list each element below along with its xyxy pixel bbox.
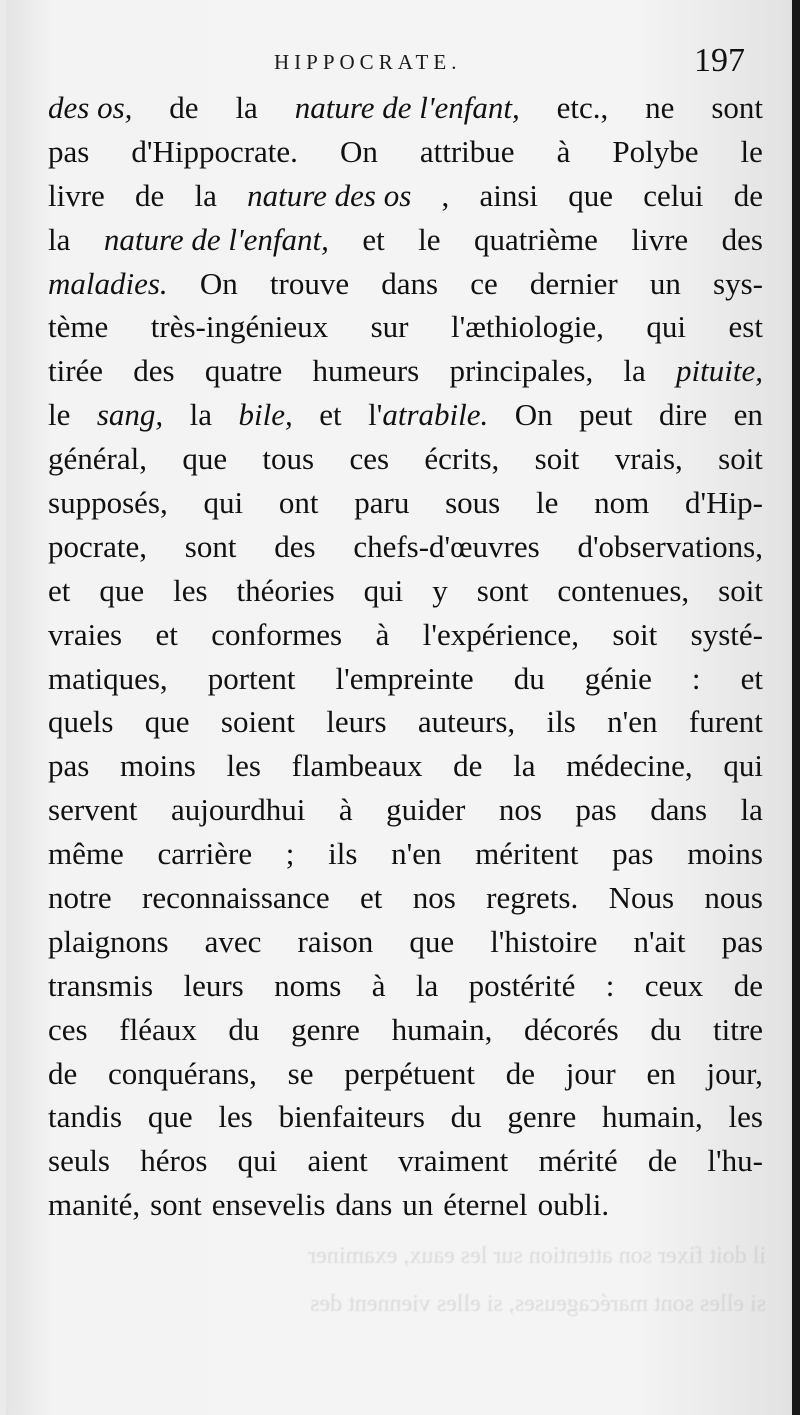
word: chefs-d'œuvres [353,528,540,564]
word: On [514,397,553,433]
word: ensevelis [211,1187,326,1223]
word: la [189,397,213,433]
word: n'en [391,836,442,872]
word: que [147,1099,193,1135]
word: soit [718,441,763,477]
word: que [182,441,228,477]
word: que [144,704,190,740]
word: portent [207,660,296,696]
word: soit [718,572,763,608]
word: pas [48,748,90,784]
word: On [199,265,238,301]
word: conquérans, [108,1055,257,1091]
word: bile, [238,397,293,433]
text-line [48,305,763,349]
word: des os, [48,90,133,125]
word: pocrate, [48,528,147,564]
word: humain, [391,1011,493,1047]
word: du [228,1011,260,1047]
word: plaignons [48,923,169,959]
word: est [728,309,763,345]
word: de [733,177,763,213]
word: l'histoire [490,923,598,959]
word: qui [363,572,404,608]
word: auteurs, [417,704,516,740]
word: guider [386,792,466,828]
word: nos [498,792,542,828]
word: soit [534,441,580,477]
word: en [733,397,763,433]
word: postérité [468,967,576,1003]
word: pas [612,836,654,872]
word: humain, [602,1099,703,1135]
word: d'Hippocrate. [131,133,298,169]
word: raison [297,923,374,959]
word: dans [650,792,708,828]
word: éternel [443,1187,528,1223]
word: quatre [204,353,283,389]
word: le [48,397,71,433]
word: oubli. [537,1187,610,1223]
word: général, [48,441,147,477]
word: avec [204,923,262,959]
word: principales, [449,353,594,389]
word: l'empreinte [335,660,474,696]
running-title: HIPPOCRATE. [274,50,462,74]
page-edge-shadow [792,0,800,1415]
word: reconnaissance [142,880,330,916]
word: la [194,177,217,213]
word: Nous [608,880,675,916]
text-line [48,481,763,525]
word: de [48,1055,78,1091]
word: nature des os [247,177,412,213]
word: du [513,660,545,696]
word: ne [645,90,675,125]
word: contenues, [557,572,690,608]
word: sur [370,309,409,345]
word: leurs [183,967,244,1003]
word: paru [354,485,410,521]
word: tème [48,309,109,345]
word: aient [307,1143,368,1179]
word: sont [150,1187,202,1223]
word: regrets. [486,880,579,916]
word: systé- [690,616,763,652]
word: et [360,880,383,916]
word: très-ingénieux [150,309,329,345]
word: se [287,1055,314,1091]
word: et [362,221,385,257]
word: noms [274,967,342,1003]
word: moins [687,836,763,872]
word: , [441,177,450,213]
word: nos [412,880,456,916]
page-number: 197 [694,42,745,79]
text-line [48,920,763,964]
word: la [740,792,763,828]
word: écrits, [424,441,500,477]
word: ce [470,265,498,301]
word: jour, [706,1055,763,1091]
show-through-line: il doit fixer son attention sur les eaux, examiner [308,1243,766,1269]
word: la [48,221,71,257]
word: tirée [48,353,104,389]
word: Polybe [612,133,699,169]
word: héros [140,1143,208,1179]
word: ainsi [479,177,539,213]
word: perpétuent [344,1055,476,1091]
word: livre [48,177,105,213]
word: genre [507,1099,577,1135]
word: aujourdhui [171,792,306,828]
word: peut [579,397,633,433]
word: la [235,90,258,125]
text-line [48,1183,763,1227]
text-line [48,1139,763,1183]
text-line [48,876,763,920]
word: bienfaiteurs [278,1099,425,1135]
word: quels [48,704,114,740]
word: génie [584,660,652,696]
word: soient [220,704,295,740]
word: l'æthiologie, [451,309,604,345]
word: que [99,572,145,608]
word: furent [688,704,763,740]
word: les [173,572,208,608]
word: n'en [607,704,658,740]
word: ces [349,441,390,477]
word: et [48,572,71,608]
word: du [450,1099,482,1135]
word: seuls [48,1143,110,1179]
word: ; [285,836,295,872]
word: méritent [475,836,579,872]
word: de [505,1055,536,1091]
word: de [169,90,199,125]
word: sous [445,485,501,521]
word: trouve [269,265,350,301]
word: qui [237,1143,278,1179]
text-line [48,700,763,744]
text-line [48,1008,763,1052]
text-line [48,86,763,130]
word: la [623,353,646,389]
show-through-text [66,1232,766,1328]
word: les [226,748,261,784]
show-through-line: si elles sont marécageuses, si elles viennent des [310,1291,766,1317]
word: notre [48,880,112,916]
word: y [432,572,448,608]
word: dire [658,397,708,433]
word: pas [721,923,763,959]
word: la [415,967,439,1003]
word: carrière [157,836,253,872]
text-line [48,393,763,437]
body-text [48,86,763,1227]
word: maladies. [48,265,168,301]
word: sont [476,572,529,608]
word: théories [236,572,335,608]
word: même [48,836,124,872]
word: nous [704,880,763,916]
word: transmis [48,967,154,1003]
word: fléaux [119,1011,197,1047]
word: qui [723,748,763,784]
word: tous [262,441,315,477]
word: sys- [713,265,763,301]
word: le [740,133,763,169]
word: sang, [96,397,164,433]
word: les [218,1099,253,1135]
word: vraies [48,616,123,652]
word: qui [203,485,244,521]
word: que [568,177,614,213]
word: l'atrabile. [368,397,489,433]
text-line [48,1095,763,1139]
text-line [48,1052,763,1096]
word: ces [48,1011,88,1047]
word: ont [278,485,319,521]
word: d'Hip- [685,485,763,521]
word: conformes [211,616,343,652]
word: ils [546,704,576,740]
word: médecine, [566,748,693,784]
word: à [556,133,571,169]
word: dernier [529,265,618,301]
word: et [740,660,763,696]
word: : [691,660,701,696]
word: titre [713,1011,763,1047]
word: à [371,967,386,1003]
word: de [647,1143,678,1179]
word: des [274,528,316,564]
word: nom [594,485,650,521]
word: On [339,133,378,169]
word: supposés, [48,485,168,521]
word: les [728,1099,763,1135]
word: du [650,1011,682,1047]
text-line [48,657,763,701]
text-line [48,130,763,174]
word: manité, [48,1187,141,1223]
text-line [48,744,763,788]
word: : [605,967,615,1003]
word: celui [643,177,704,213]
word: vraiment [398,1143,509,1179]
word: de [733,967,763,1003]
text-line [48,525,763,569]
word: flambeaux [291,748,423,784]
word: l'expérience, [422,616,579,652]
word: la [513,748,536,784]
word: moins [120,748,196,784]
word: pas [48,133,90,169]
word: livre [631,221,689,257]
word: servent [48,792,138,828]
text-line [48,832,763,876]
word: que [409,923,455,959]
word: dans [381,265,439,301]
text-line [48,569,763,613]
word: quatrième [473,221,598,257]
word: le [418,221,441,257]
text-line [48,613,763,657]
word: de [135,177,165,213]
word: soit [612,616,658,652]
word: sont [711,90,763,125]
text-line [48,174,763,218]
word: jour [565,1055,616,1091]
word: ils [328,836,358,872]
word: leurs [326,704,387,740]
word: à [338,792,353,828]
word: un [649,265,681,301]
word: dans [335,1187,393,1223]
word: l'hu- [707,1143,763,1179]
word: des [133,353,175,389]
word: pas [575,792,617,828]
text-line [48,788,763,832]
word: de [453,748,483,784]
word: le [536,485,559,521]
running-head [6,44,792,84]
word: etc., [556,90,609,125]
word: humeurs [312,353,420,389]
text-line [48,262,763,306]
text-line [48,349,763,393]
text-line [48,218,763,262]
word: d'observations, [577,528,763,564]
word: qui [646,309,686,345]
word: et [155,616,178,652]
word: vrais, [614,441,683,477]
text-line [48,964,763,1008]
word: mérité [538,1143,618,1179]
word: ceux [644,967,704,1003]
word: un [402,1187,434,1223]
word: sont [184,528,237,564]
word: nature de l'enfant, [294,90,520,125]
word: pituite, [676,353,763,389]
word: décorés [524,1011,619,1047]
word: genre [291,1011,360,1047]
text-line [48,437,763,481]
word: et [319,397,342,433]
word: à [375,616,390,652]
word: matiques, [48,660,168,696]
book-page [6,0,792,1415]
word: attribue [419,133,515,169]
word: nature de l'enfant, [103,221,329,257]
word: des [721,221,763,257]
word: en [646,1055,676,1091]
word: tandis [48,1099,123,1135]
word: n'ait [633,923,686,959]
